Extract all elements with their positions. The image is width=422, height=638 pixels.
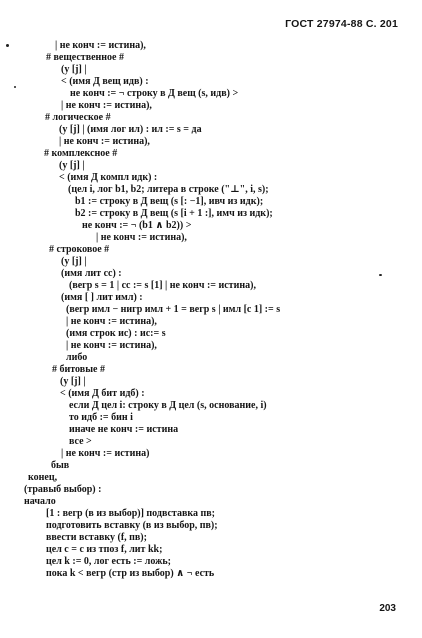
code-line: пока k < вегр (стр из выбор) ∧ ¬ есть [46,568,215,579]
code-line: | не конч := истина), [96,232,187,243]
code-line: < (имя Д вещ идв) : [61,76,149,87]
code-line: цел с = с из тпоз f, лит kk; [46,544,163,555]
code-line: | не конч := истина), [59,136,150,147]
code-line: не конч := ¬ (b1 ∧ b2)) > [82,220,192,231]
code-line: b1 := строку в Д вещ (s [: −1], ивч из идк); [75,196,264,207]
code-line: подготовить вставку (в из выбор, пв); [46,520,218,531]
code-line: (имя строк ис) : ис:= s [66,328,166,339]
code-line: (вегр s = 1 | сс := s [1] | не конч := истина), [69,280,256,291]
code-line: | не конч := истина) [61,448,150,459]
code-line: # логическое # [45,112,111,123]
code-line: если Д цел i: строку в Д цел (s, основание, i) [69,400,267,411]
code-line: то идб := бин i [69,412,133,423]
code-line: быв [51,460,70,471]
code-line: не конч := ¬ строку в Д вещ (s, идв) > [70,88,239,99]
code-line: < (имя Д бит идб) : [60,388,145,399]
code-line: все > [69,436,92,447]
scan-speck [6,44,9,47]
code-line: (вегр имл − нигр имл + 1 = вегр s | имл [с 1] := s [66,304,281,315]
code-line: | не конч := истина), [55,40,146,51]
code-line: # комплексное # [44,148,118,159]
code-line: начало [24,496,56,507]
code-line: # битовые # [52,364,105,375]
code-line: | не конч := истина), [66,316,157,327]
code-line: ввести вставку (f, пв); [46,532,147,543]
code-line: (у [j] | [60,376,86,387]
code-line: либо [66,352,88,363]
code-line: цел k := 0, лог есть := ложь; [46,556,172,567]
code-line: (имя лит сс) : [61,268,122,279]
page-number: 203 [379,603,396,614]
code-line: иначе не конч := истина [69,424,179,435]
code-line: (у [j] | (имя лог ил) : ил := s = да [59,124,202,135]
code-line: # строковое # [49,244,110,255]
scan-speck [379,274,382,276]
page-header: ГОСТ 27974-88 С. 201 [285,18,398,30]
scan-speck [14,86,16,88]
code-line: конец, [28,472,58,483]
code-line: (у [j] | [61,64,87,75]
code-line: (у [j] | [61,256,87,267]
code-line: b2 := строку в Д вещ (s [i + 1 :], имч из идк); [75,208,273,219]
code-line: (цел i, лог b1, b2; литера в строке ("⊥", i, s); [68,184,269,195]
code-line: [1 : вегр (в из выбор)] подвставка пв; [46,508,215,519]
code-line: < (имя Д компл идк) : [59,172,158,183]
code-line: (у [j] | [59,160,85,171]
code-line: (имя [ ] лит имл) : [61,292,143,303]
code-line: | не конч := истина), [66,340,157,351]
code-line: (травыб выбор) : [24,484,102,495]
code-line: | не конч := истина), [61,100,152,111]
code-line: # вещественное # [46,52,124,63]
